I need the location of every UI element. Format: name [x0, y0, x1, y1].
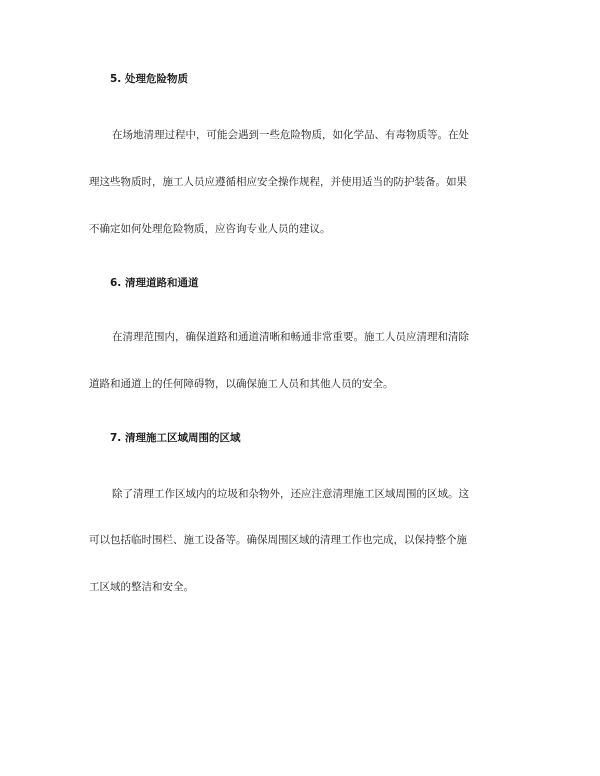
paragraph-line: 不确定如何处理危险物质，应咨询专业人员的建议。: [89, 223, 331, 235]
section-heading-6: 6. 清理道路和通道: [110, 277, 199, 289]
section-heading-7: 7. 清理施工区域周围的区域: [110, 432, 241, 444]
paragraph-line: 在场地清理过程中，可能会遇到一些危险物质，如化学品、有毒物质等。在处: [112, 129, 469, 141]
paragraph-line: 可以包括临时围栏、施工设备等。确保周围区域的清理工作也完成，以保持整个施: [89, 534, 467, 546]
paragraph-line: 在清理范围内，确保道路和通道清晰和畅通非常重要。施工人员应清理和清除: [112, 331, 469, 343]
paragraph-line: 除了清理工作区域内的垃圾和杂物外，还应注意清理施工区域周围的区域。这: [112, 488, 469, 500]
paragraph-line: 道路和通道上的任何障碍物，以确保施工人员和其他人员的安全。: [89, 378, 394, 390]
section-heading-5: 5. 处理危险物质: [110, 73, 188, 85]
paragraph-line: 理这些物质时，施工人员应遵循相应安全操作规程，并使用适当的防护装备。如果: [89, 176, 467, 188]
paragraph-line: 工区域的整洁和安全。: [89, 581, 194, 593]
